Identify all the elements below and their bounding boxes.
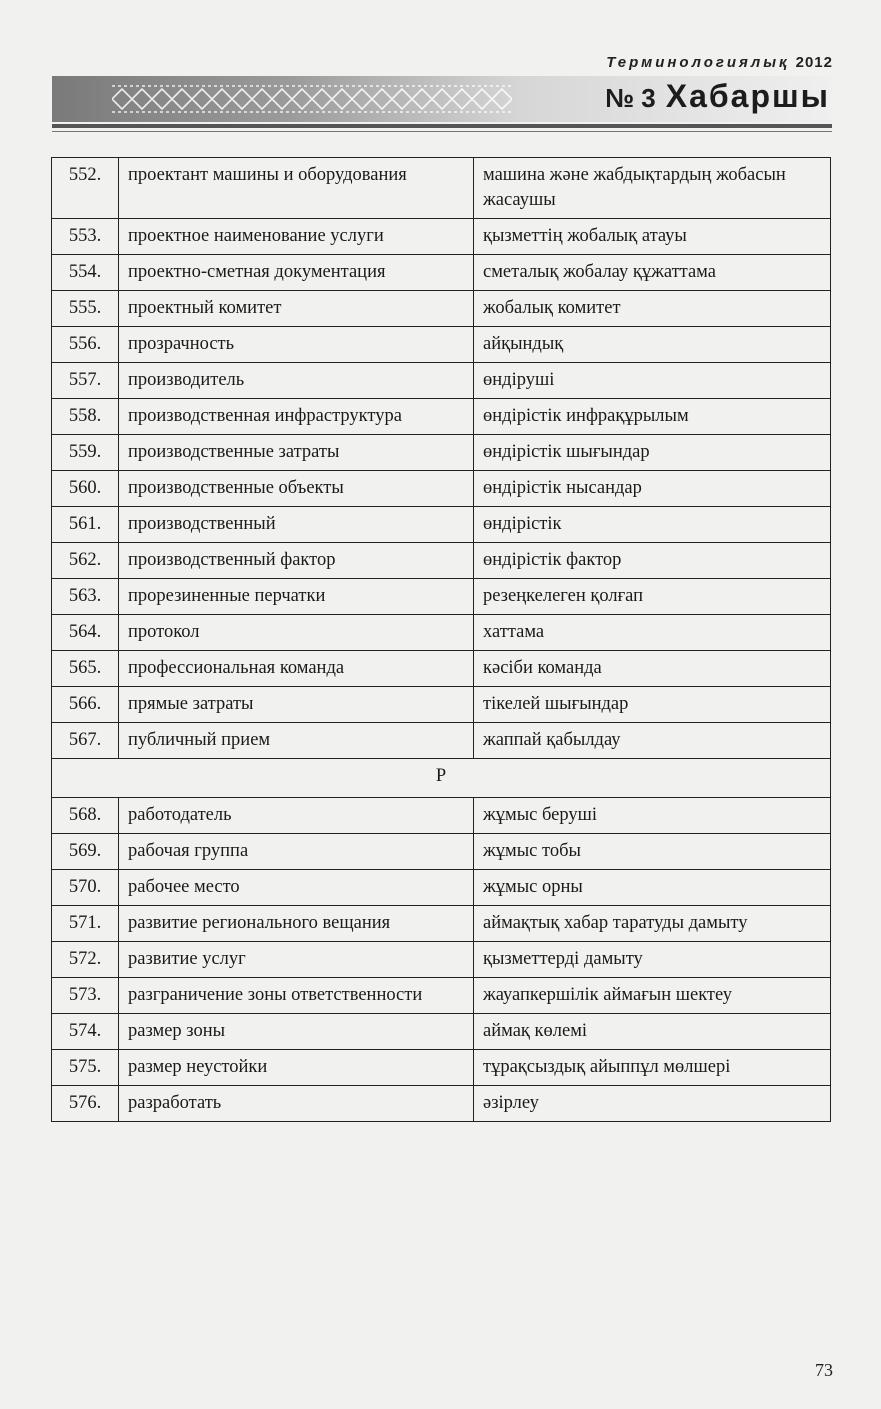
term-number: 554. bbox=[52, 255, 119, 291]
term-number: 574. bbox=[52, 1014, 119, 1050]
russian-term: работодатель bbox=[119, 798, 474, 834]
term-number: 563. bbox=[52, 579, 119, 615]
journal-word: Терминологиялық bbox=[606, 54, 790, 71]
table-row bbox=[52, 363, 831, 399]
term-number: 572. bbox=[52, 942, 119, 978]
section-letter: Р bbox=[52, 759, 831, 798]
russian-term: прорезиненные перчатки bbox=[119, 579, 474, 615]
term-number: 557. bbox=[52, 363, 119, 399]
term-number: 573. bbox=[52, 978, 119, 1014]
term-number: 567. bbox=[52, 723, 119, 759]
term-number: 562. bbox=[52, 543, 119, 579]
russian-term: разработать bbox=[119, 1086, 474, 1122]
term-number: 559. bbox=[52, 435, 119, 471]
table-row bbox=[52, 399, 831, 435]
section-row bbox=[52, 759, 831, 798]
kazakh-term: өндірістік bbox=[474, 507, 831, 543]
journal-year: 2012 bbox=[795, 54, 833, 71]
terms-body bbox=[52, 158, 831, 1122]
header-band bbox=[52, 76, 832, 122]
russian-term: производственная инфраструктура bbox=[119, 399, 474, 435]
kazakh-term: тікелей шығындар bbox=[474, 687, 831, 723]
table-row bbox=[52, 291, 831, 327]
russian-term: разграничение зоны ответственности bbox=[119, 978, 474, 1014]
kazakh-term: өндірістік нысандар bbox=[474, 471, 831, 507]
term-number: 576. bbox=[52, 1086, 119, 1122]
russian-term: проектант машины и оборудования bbox=[119, 158, 474, 219]
ornament-pattern bbox=[112, 82, 512, 116]
table-row bbox=[52, 1014, 831, 1050]
table-row bbox=[52, 255, 831, 291]
russian-term: рабочее место bbox=[119, 870, 474, 906]
russian-term: рабочая группа bbox=[119, 834, 474, 870]
journal-name-line bbox=[606, 54, 833, 71]
russian-term: публичный прием bbox=[119, 723, 474, 759]
russian-term: производитель bbox=[119, 363, 474, 399]
table-row bbox=[52, 543, 831, 579]
table-row bbox=[52, 687, 831, 723]
russian-term: прозрачность bbox=[119, 327, 474, 363]
kazakh-term: аймақ көлемі bbox=[474, 1014, 831, 1050]
table-row bbox=[52, 798, 831, 834]
table-row bbox=[52, 471, 831, 507]
kazakh-term: резеңкелеген қолғап bbox=[474, 579, 831, 615]
kazakh-term: жобалық комитет bbox=[474, 291, 831, 327]
term-number: 571. bbox=[52, 906, 119, 942]
term-number: 570. bbox=[52, 870, 119, 906]
term-number: 555. bbox=[52, 291, 119, 327]
russian-term: производственный bbox=[119, 507, 474, 543]
russian-term: производственные затраты bbox=[119, 435, 474, 471]
kazakh-term: жаппай қабылдау bbox=[474, 723, 831, 759]
kazakh-term: өндіруші bbox=[474, 363, 831, 399]
kazakh-term: машина және жабдықтардың жобасын жасаушы bbox=[474, 158, 831, 219]
table-row bbox=[52, 906, 831, 942]
kazakh-term: өндірістік инфрақұрылым bbox=[474, 399, 831, 435]
russian-term: проектное наименование услуги bbox=[119, 219, 474, 255]
term-number: 566. bbox=[52, 687, 119, 723]
table-row bbox=[52, 219, 831, 255]
kazakh-term: жұмыс орны bbox=[474, 870, 831, 906]
issue-number: № 3 bbox=[605, 83, 656, 113]
term-number: 560. bbox=[52, 471, 119, 507]
kazakh-term: сметалық жобалау құжаттама bbox=[474, 255, 831, 291]
kazakh-term: жұмыс беруші bbox=[474, 798, 831, 834]
table-row bbox=[52, 651, 831, 687]
term-number: 569. bbox=[52, 834, 119, 870]
table-row bbox=[52, 435, 831, 471]
russian-term: производственные объекты bbox=[119, 471, 474, 507]
kazakh-term: хаттама bbox=[474, 615, 831, 651]
term-number: 568. bbox=[52, 798, 119, 834]
kazakh-term: тұрақсыздық айыппұл мөлшері bbox=[474, 1050, 831, 1086]
journal-header bbox=[0, 0, 881, 140]
table-row bbox=[52, 978, 831, 1014]
russian-term: размер зоны bbox=[119, 1014, 474, 1050]
kazakh-term: қызметтің жобалық атауы bbox=[474, 219, 831, 255]
table-row bbox=[52, 327, 831, 363]
russian-term: размер неустойки bbox=[119, 1050, 474, 1086]
kazakh-term: өндірістік шығындар bbox=[474, 435, 831, 471]
kazakh-term: аймақтық хабар таратуды дамыту bbox=[474, 906, 831, 942]
header-rule-thin bbox=[52, 131, 832, 132]
table-row bbox=[52, 158, 831, 219]
term-number: 553. bbox=[52, 219, 119, 255]
russian-term: профессиональная команда bbox=[119, 651, 474, 687]
table-row bbox=[52, 579, 831, 615]
page-number: 73 bbox=[815, 1360, 833, 1380]
header-rule bbox=[52, 124, 832, 128]
kazakh-term: жауапкершілік аймағын шектеу bbox=[474, 978, 831, 1014]
russian-term: протокол bbox=[119, 615, 474, 651]
terminology-table bbox=[51, 157, 831, 1122]
term-number: 558. bbox=[52, 399, 119, 435]
table-row bbox=[52, 1050, 831, 1086]
russian-term: проектно-сметная документация bbox=[119, 255, 474, 291]
russian-term: прямые затраты bbox=[119, 687, 474, 723]
kazakh-term: кәсіби команда bbox=[474, 651, 831, 687]
term-number: 561. bbox=[52, 507, 119, 543]
table-row bbox=[52, 615, 831, 651]
table-row bbox=[52, 834, 831, 870]
table-row bbox=[52, 723, 831, 759]
kazakh-term: айқындық bbox=[474, 327, 831, 363]
table-row bbox=[52, 942, 831, 978]
table-row bbox=[52, 507, 831, 543]
kazakh-term: жұмыс тобы bbox=[474, 834, 831, 870]
kazakh-term: қызметтерді дамыту bbox=[474, 942, 831, 978]
term-number: 575. bbox=[52, 1050, 119, 1086]
table-row bbox=[52, 1086, 831, 1122]
issue-title bbox=[605, 78, 830, 115]
term-number: 556. bbox=[52, 327, 119, 363]
russian-term: развитие регионального вещания bbox=[119, 906, 474, 942]
russian-term: проектный комитет bbox=[119, 291, 474, 327]
term-number: 564. bbox=[52, 615, 119, 651]
kazakh-term: әзірлеу bbox=[474, 1086, 831, 1122]
journal-title: Хабаршы bbox=[665, 78, 830, 114]
term-number: 565. bbox=[52, 651, 119, 687]
kazakh-term: өндірістік фактор bbox=[474, 543, 831, 579]
russian-term: развитие услуг bbox=[119, 942, 474, 978]
table-row bbox=[52, 870, 831, 906]
russian-term: производственный фактор bbox=[119, 543, 474, 579]
term-number: 552. bbox=[52, 158, 119, 219]
